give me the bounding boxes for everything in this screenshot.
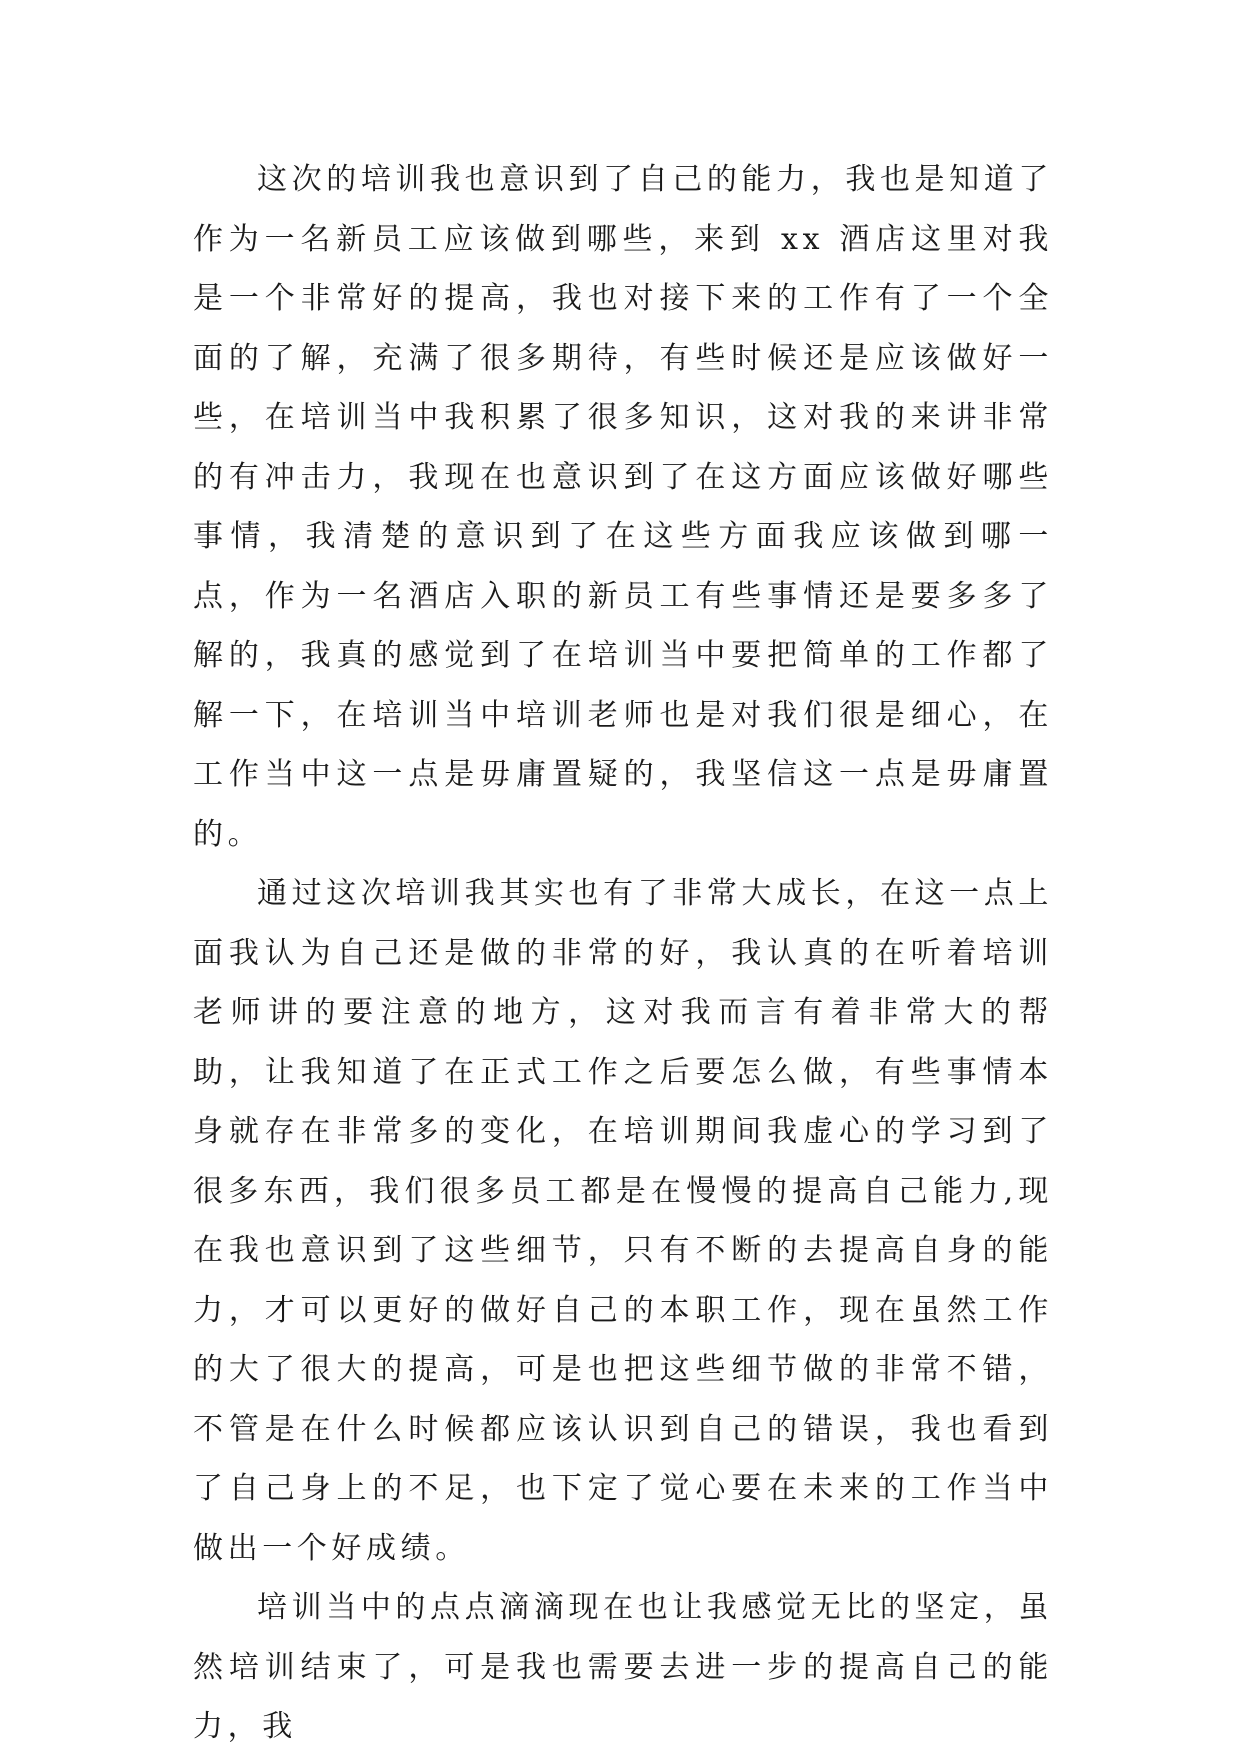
paragraph-3: 培训当中的点点滴滴现在也让我感觉无比的坚定，虽然培训结束了，可是我也需要去进一步的提高自己的能力，我 bbox=[193, 1590, 1053, 1744]
paragraph-1: 这次的培训我也意识到了自己的能力，我也是知道了作为一名新员工应该做到哪些，来到 xx 酒店这里对我是一个非常好的提高，我也对接下来的工作有了一个全面的了解，充满了很多期待，有些时候还是应该做好一些，在培训当中我积累了很多知识，这对我的来讲非常的有冲击力，我现在也意识到了在这方面应该做好哪些事情，我清楚的意识到了在这些方面我应该做到哪一点，作为一名酒店入职的新员工有些事情还是要多多了解的，我真的感觉到了在培训当中要把简单的工作都了解一下，在培训当中培训老师也是对我们很是细心，在工作当中这一点是毋庸置疑的，我坚信这一点是毋庸置的。 bbox=[193, 162, 1053, 852]
document-body bbox=[193, 150, 1053, 1757]
paragraph-2: 通过这次培训我其实也有了非常大成长，在这一点上面我认为自己还是做的非常的好，我认真的在听着培训老师讲的要注意的地方，这对我而言有着非常大的帮助，让我知道了在正式工作之后要怎么做，有些事情本身就存在非常多的变化，在培训期间我虚心的学习到了很多东西，我们很多员工都是在慢慢的提高自己能力,现在我也意识到了这些细节，只有不断的去提高自身的能力，才可以更好的做好自己的本职工作，现在虽然工作的大了很大的提高，可是也把这些细节做的非常不错，不管是在什么时候都应该认识到自己的错误，我也看到了自己身上的不足，也下定了觉心要在未来的工作当中做出一个好成绩。 bbox=[193, 876, 1053, 1566]
